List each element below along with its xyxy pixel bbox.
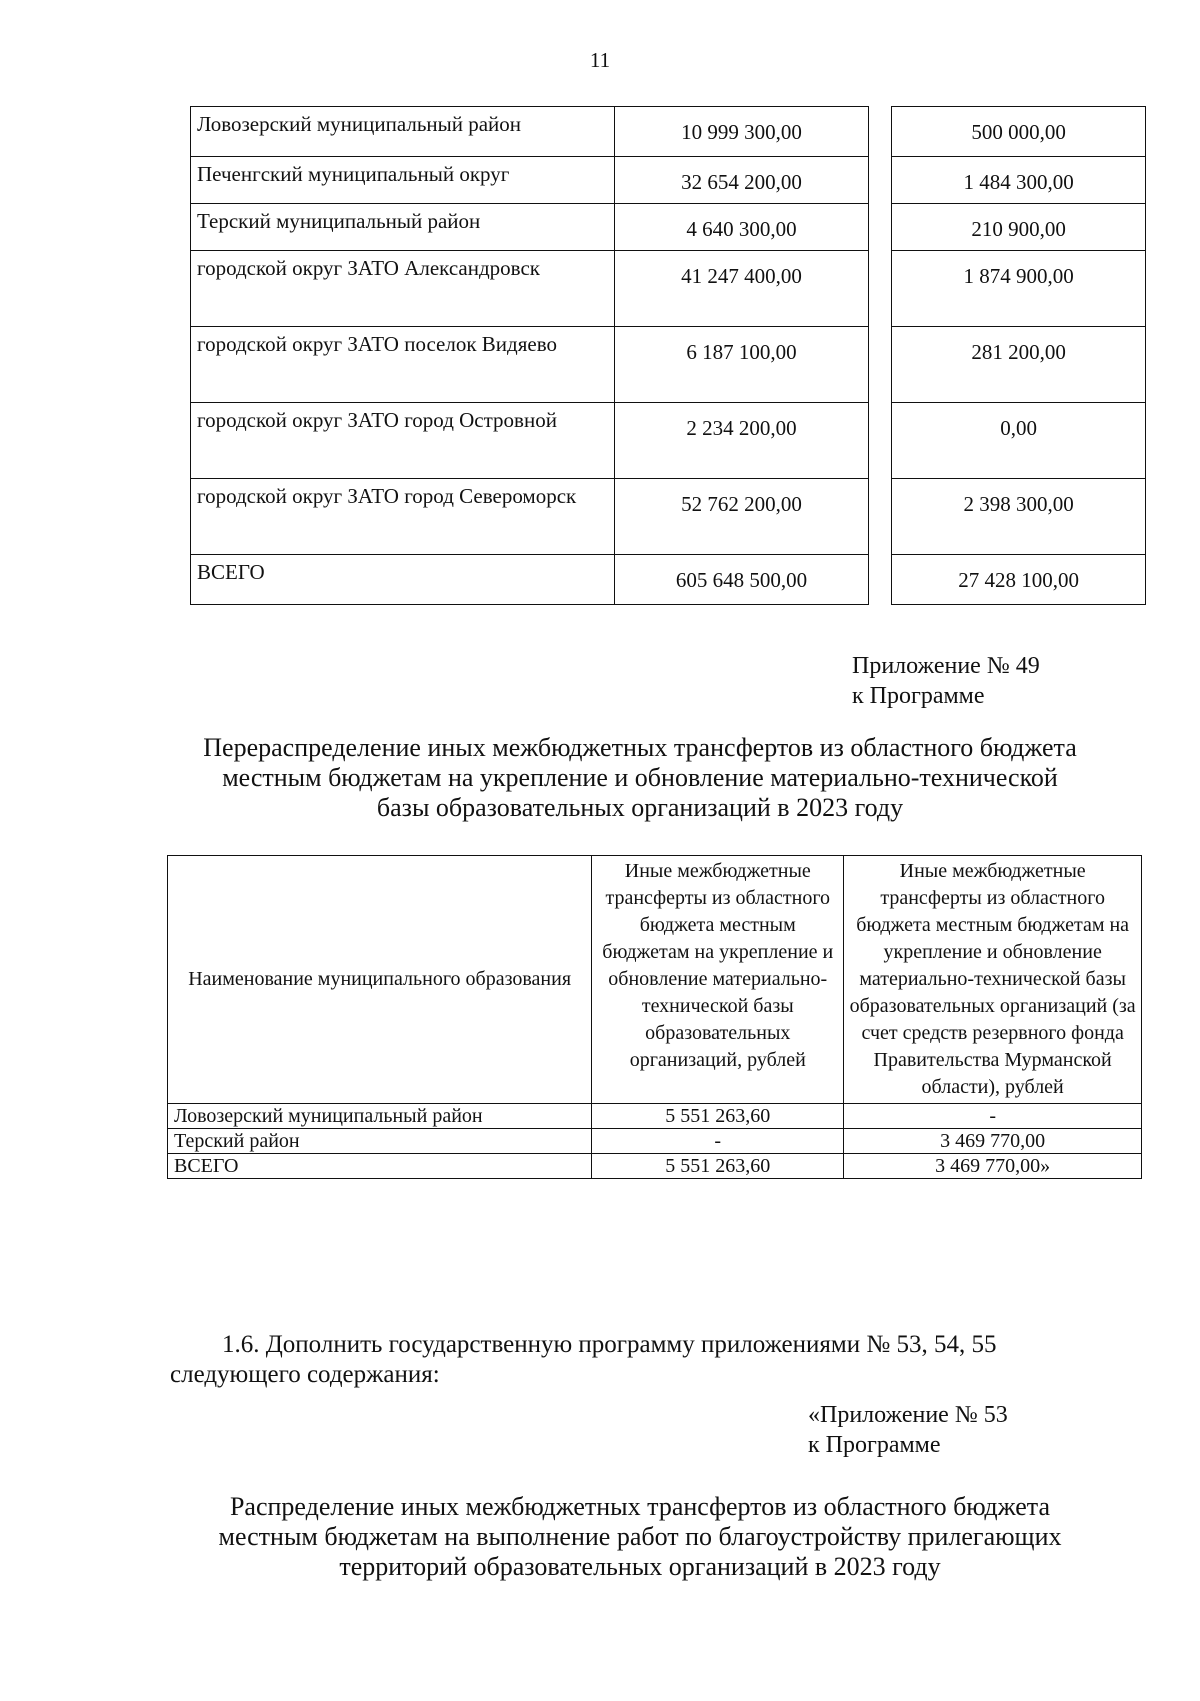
total-amount-cell: 3 469 770,00» (844, 1154, 1142, 1179)
municipality-name: Терский муниципальный район (191, 204, 615, 251)
page-number: 11 (589, 48, 611, 72)
amount-cell: 32 654 200,00 (615, 157, 869, 204)
amount-cell: - (592, 1129, 844, 1154)
amount-cell: 41 247 400,00 (615, 251, 869, 327)
heading-line: территорий образовательных организаций в 2023 году (339, 1552, 941, 1581)
municipality-name: городской округ ЗАТО город Североморск (191, 479, 615, 555)
table-row (191, 403, 1146, 479)
table-row (168, 1129, 1142, 1154)
appendix-subtitle: к Программе (852, 683, 985, 709)
column-gap (868, 327, 891, 403)
amount-cell: 52 762 200,00 (615, 479, 869, 555)
column-gap (868, 555, 891, 605)
amount-cell: 0,00 (892, 403, 1146, 479)
column-gap (868, 403, 891, 479)
municipality-name: Печенгский муниципальный округ (191, 157, 615, 204)
amount-cell: 1 484 300,00 (892, 157, 1146, 204)
amount-cell: 10 999 300,00 (615, 107, 869, 157)
municipality-name: городской округ ЗАТО город Островной (191, 403, 615, 479)
municipality-name: Ловозерский муниципальный район (168, 1104, 592, 1129)
appendix-title: «Приложение № 53 (808, 1402, 1008, 1428)
total-amount-cell: 27 428 100,00 (892, 555, 1146, 605)
column-header-transfers: Иные межбюджетные трансферты из областного бюджета местным бюджетам на укрепление и обновление материально-технической базы образовательных организаций, рублей (592, 856, 844, 1104)
total-amount-cell: 5 551 263,60 (592, 1154, 844, 1179)
municipality-name: Терский район (168, 1129, 592, 1154)
paragraph-line: следующего содержания: (170, 1361, 440, 1388)
appendix-subtitle: к Программе (808, 1432, 941, 1458)
appendix-49-label (852, 651, 1040, 711)
amount-cell: 281 200,00 (892, 327, 1146, 403)
table-row-total (191, 555, 1146, 605)
redistribution-table (167, 855, 1142, 1179)
column-gap (868, 251, 891, 327)
municipality-name: городской округ ЗАТО поселок Видяево (191, 327, 615, 403)
column-gap (868, 157, 891, 204)
appendix-title: Приложение № 49 (852, 653, 1040, 679)
total-label: ВСЕГО (191, 555, 615, 605)
amendment-paragraph (170, 1330, 1130, 1390)
amount-cell: 2 234 200,00 (615, 403, 869, 479)
paragraph-line: 1.6. Дополнить государственную программу приложениями № 53, 54, 55 (222, 1331, 997, 1358)
column-gap (868, 107, 891, 157)
municipality-name: Ловозерский муниципальный район (191, 107, 615, 157)
table-row (191, 204, 1146, 251)
table-header-row (168, 856, 1142, 1104)
heading-line: Перераспределение иных межбюджетных трансфертов из областного бюджета (203, 733, 1077, 762)
table-row (191, 479, 1146, 555)
table-row (191, 157, 1146, 204)
table-row (191, 107, 1146, 157)
municipality-name: городской округ ЗАТО Александровск (191, 251, 615, 327)
amount-cell: 6 187 100,00 (615, 327, 869, 403)
column-gap (868, 479, 891, 555)
amount-cell: 4 640 300,00 (615, 204, 869, 251)
total-amount-cell: 605 648 500,00 (615, 555, 869, 605)
column-header-municipality: Наименование муниципального образования (168, 856, 592, 1104)
heading-line: Распределение иных межбюджетных трансфертов из областного бюджета (229, 1492, 1051, 1521)
heading-line: местным бюджетам на выполнение работ по благоустройству прилегающих (218, 1522, 1062, 1551)
column-gap (868, 204, 891, 251)
table-row (168, 1104, 1142, 1129)
appendix-49-heading (140, 733, 1140, 823)
table-row (191, 251, 1146, 327)
amount-cell: 210 900,00 (892, 204, 1146, 251)
amount-cell: 1 874 900,00 (892, 251, 1146, 327)
appendix-53-heading (140, 1492, 1140, 1582)
heading-line: базы образовательных организаций в 2023 году (376, 793, 904, 822)
amount-cell: 5 551 263,60 (592, 1104, 844, 1129)
appendix-53-label (808, 1400, 1008, 1460)
allocation-table-continued (190, 106, 1146, 605)
total-label: ВСЕГО (168, 1154, 592, 1179)
amount-cell: 2 398 300,00 (892, 479, 1146, 555)
amount-cell: - (844, 1104, 1142, 1129)
heading-line: местным бюджетам на укрепление и обновление материально-технической (222, 763, 1058, 792)
amount-cell: 500 000,00 (892, 107, 1146, 157)
table-row (191, 327, 1146, 403)
amount-cell: 3 469 770,00 (844, 1129, 1142, 1154)
table-row-total (168, 1154, 1142, 1179)
column-header-reserve-fund-transfers: Иные межбюджетные трансферты из областного бюджета местным бюджетам на укрепление и обновление материально-технической базы образовательных организаций (за счет средств резервного фонда Правительства Мурманской области), рублей (844, 856, 1142, 1104)
